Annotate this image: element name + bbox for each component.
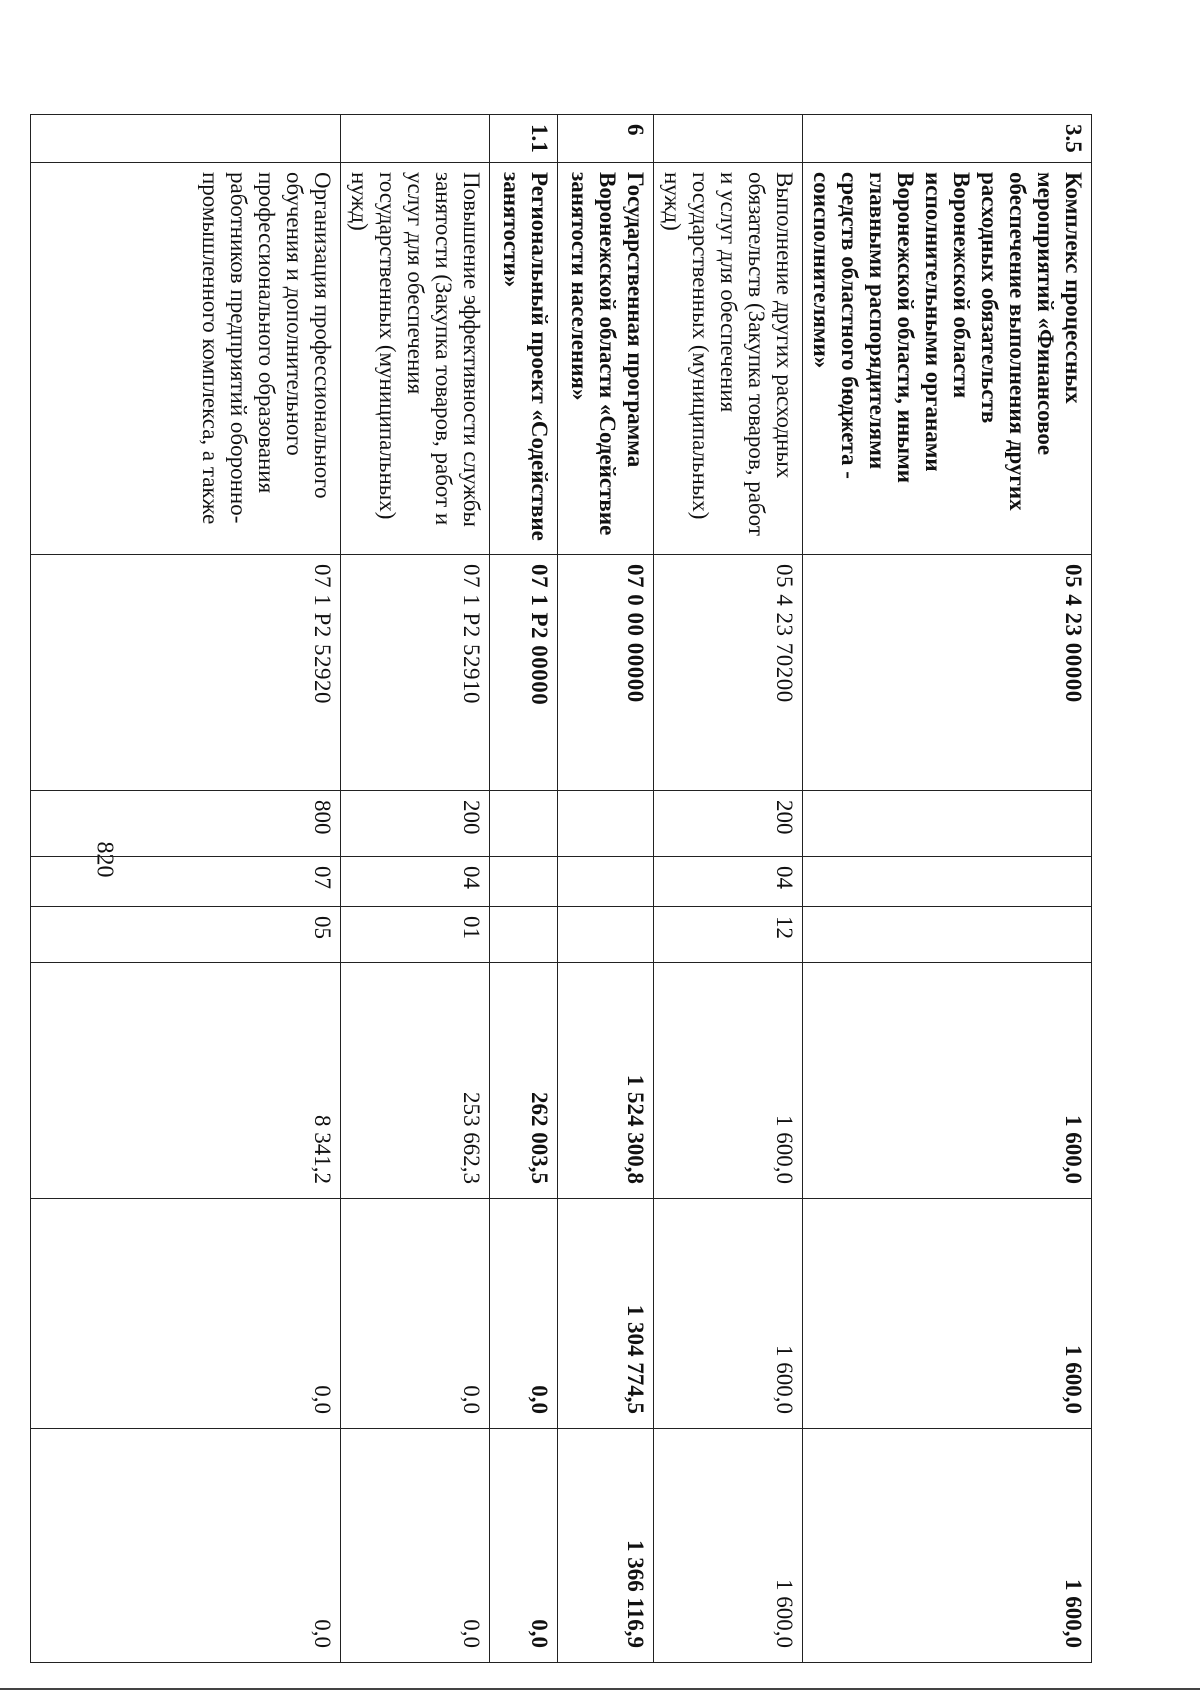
table-row (654, 115, 803, 1663)
scan-edge-line (0, 1688, 1200, 1690)
table-row (31, 115, 341, 1663)
row-name: Повышение эффективности службы занятости (Закупка товаров, работ и услуг для обеспечения государственных (муниципальных) нужд) (341, 163, 490, 555)
amount-year-1: 1 524 300,8 (558, 963, 654, 1199)
expense-type: 200 (341, 791, 490, 857)
amount-year-3: 1 600,0 (654, 1429, 803, 1663)
amount-year-2: 1 304 774,5 (558, 1199, 654, 1429)
row-name: Комплекс процессных мероприятий «Финансовое обеспечение выполнения других расходных обязательств Воронежской области исполнительными органами Воронежской области, иными главными распорядителями средств областного бюджета - соисполнителями» (803, 163, 1092, 555)
subsection (558, 907, 654, 963)
amount-year-2: 0,0 (31, 1199, 341, 1429)
row-number: 6 (558, 115, 654, 163)
subsection: 05 (31, 907, 341, 963)
amount-year-1: 1 600,0 (654, 963, 803, 1199)
expense-type: 800 (31, 791, 341, 857)
amount-year-1: 8 341,2 (31, 963, 341, 1199)
subsection: 01 (341, 907, 490, 963)
table-row (341, 115, 490, 1663)
amount-year-3: 0,0 (341, 1429, 490, 1663)
amount-year-3: 1 600,0 (803, 1429, 1092, 1663)
target-code: 05 4 23 70200 (654, 555, 803, 791)
amount-year-2: 1 600,0 (654, 1199, 803, 1429)
amount-year-2: 0,0 (490, 1199, 558, 1429)
amount-year-3: 0,0 (490, 1429, 558, 1663)
target-code: 07 1 Р2 52920 (31, 555, 341, 791)
expense-type: 200 (654, 791, 803, 857)
amount-year-3: 1 366 116,9 (558, 1429, 654, 1663)
row-number (341, 115, 490, 163)
row-name: Государственная программа Воронежской области «Содействие занятости населения» (558, 163, 654, 555)
section: 07 (31, 857, 341, 907)
section (558, 857, 654, 907)
subsection: 12 (654, 907, 803, 963)
section: 04 (341, 857, 490, 907)
target-code: 05 4 23 00000 (803, 555, 1092, 791)
row-number (31, 115, 341, 163)
amount-year-1: 1 600,0 (803, 963, 1092, 1199)
target-code: 07 1 Р2 52910 (341, 555, 490, 791)
expense-type (490, 791, 558, 857)
amount-year-3: 0,0 (31, 1429, 341, 1663)
table-row (558, 115, 654, 1663)
expense-type (803, 791, 1092, 857)
target-code: 07 0 00 00000 (558, 555, 654, 791)
amount-year-2: 0,0 (341, 1199, 490, 1429)
table-row (490, 115, 558, 1663)
amount-year-1: 262 003,5 (490, 963, 558, 1199)
row-number: 3.5 (803, 115, 1092, 163)
row-number: 1.1 (490, 115, 558, 163)
expense-type (558, 791, 654, 857)
row-number (654, 115, 803, 163)
target-code: 07 1 Р2 00000 (490, 555, 558, 791)
subsection (490, 907, 558, 963)
amount-year-2: 1 600,0 (803, 1199, 1092, 1429)
rotated-table-container (198, 114, 1092, 1662)
row-name: Региональный проект «Содействие занятости» (490, 163, 558, 555)
amount-year-1: 253 662,3 (341, 963, 490, 1199)
budget-table (30, 114, 1092, 1663)
row-name: Организация профессионального обучения и дополнительного профессионального образования работников предприятий оборонно-промышленного комплекса, а также (31, 163, 341, 555)
subsection (803, 907, 1092, 963)
section (803, 857, 1092, 907)
table-row (803, 115, 1092, 1663)
page-number: 820 (91, 841, 118, 878)
section: 04 (654, 857, 803, 907)
row-name: Выполнение других расходных обязательств (Закупка товаров, работ и услуг для обеспечения государственных (муниципальных) нужд) (654, 163, 803, 555)
section (490, 857, 558, 907)
